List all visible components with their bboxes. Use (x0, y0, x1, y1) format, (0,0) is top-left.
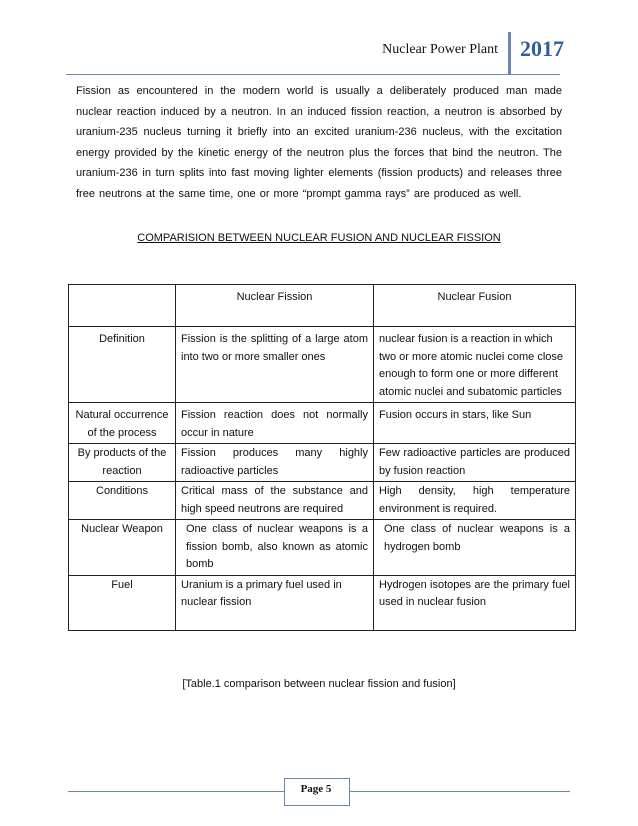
fusion-cell: Fusion occurs in stars, like Sun (374, 403, 576, 444)
header-divider (508, 32, 511, 74)
table-header-empty (69, 285, 176, 327)
row-label: Conditions (69, 482, 176, 520)
row-label: Definition (69, 327, 176, 403)
header-year: 2017 (520, 36, 564, 61)
footer-rule-left (68, 791, 284, 792)
table-header-fusion: Nuclear Fusion (374, 285, 576, 327)
fission-cell: Uranium is a primary fuel used in nuclear fission (176, 575, 374, 630)
fusion-cell: Hydrogen isotopes are the primary fuel used in nuclear fusion (374, 575, 576, 630)
table-row (69, 575, 576, 630)
fission-cell: One class of nuclear weapons is a fission bomb, also known as atomic bomb (176, 520, 374, 576)
fission-cell: Fission is the splitting of a large atom into two or more smaller ones (176, 327, 374, 403)
page-number: Page 5 (300, 783, 332, 795)
row-label: Fuel (69, 575, 176, 630)
table-header-fission: Nuclear Fission (176, 285, 374, 327)
table-row (69, 327, 576, 403)
fusion-cell: One class of nuclear weapons is a hydrogen bomb (374, 520, 576, 576)
table-row (69, 444, 576, 482)
fission-cell: Fission reaction does not normally occur in nature (176, 403, 374, 444)
table-header-row (69, 285, 576, 327)
body-paragraph: Fission as encountered in the modern world is usually a deliberately produced man made nuclear reaction induced by a neutron. In an induced fission reaction, a neutron is absorbed by uranium-235 nucleus turning it briefly into an excited uranium-236 nucleus, with the excitation energy provided by the kinetic energy of the neutron plus the forces that bind the neutron. The uranium-236 in turn splits into fast moving lighter elements (fission products) and releases three free neutrons at the same time, one or more “prompt gamma rays” are produced as well. (76, 85, 562, 200)
fusion-cell: nuclear fusion is a reaction in which two or more atomic nuclei come close enough to form one or more different atomic nuclei and subatomic particles (374, 327, 576, 403)
header-title: Nuclear Power Plant (382, 42, 498, 57)
table-title: COMPARISION BETWEEN NUCLEAR FUSION AND NUCLEAR FISSION (137, 232, 501, 244)
row-label: Nuclear Weapon (69, 520, 176, 576)
table-row (69, 482, 576, 520)
row-label: Natural occurrence of the process (69, 403, 176, 444)
fission-cell: Critical mass of the substance and high speed neutrons are required (176, 482, 374, 520)
table-row (69, 403, 576, 444)
footer-rule-right (348, 791, 570, 792)
page-header (0, 30, 638, 76)
row-label: By products of the reaction (69, 444, 176, 482)
table-caption: [Table.1 comparison between nuclear fission and fusion] (182, 678, 456, 690)
comparison-table (68, 284, 576, 631)
fusion-cell: Few radioactive particles are produced by fusion reaction (374, 444, 576, 482)
header-rule (66, 74, 560, 75)
fusion-cell: High density, high temperature environment is required. (374, 482, 576, 520)
table-row (69, 520, 576, 576)
fission-cell: Fission produces many highly radioactive particles (176, 444, 374, 482)
